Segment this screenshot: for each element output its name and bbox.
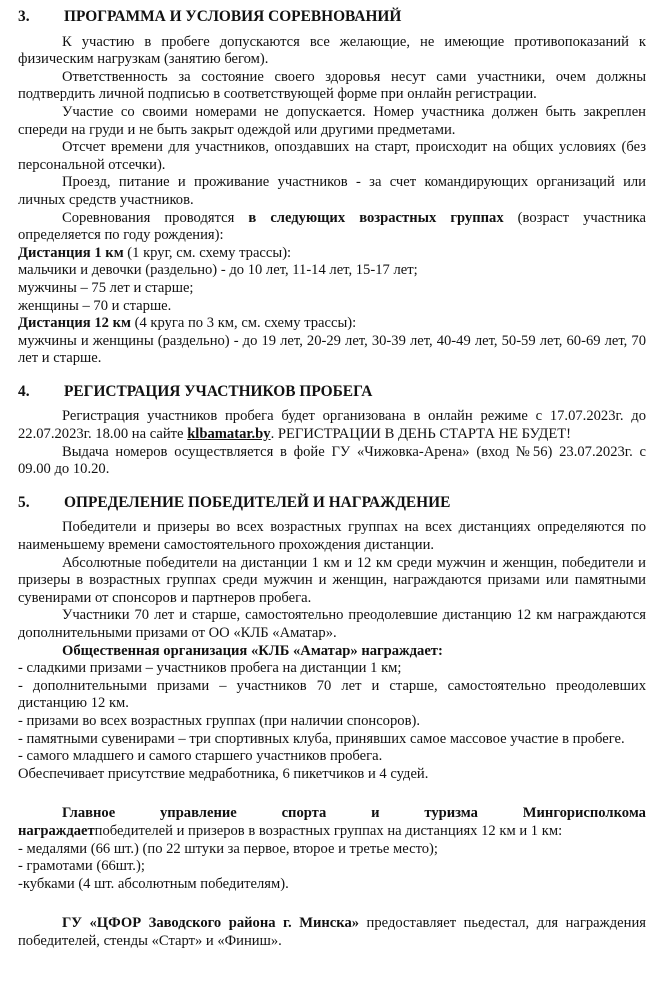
list-line: -кубками (4 шт. абсолютным победителям). — [18, 875, 289, 892]
distance-1km-heading — [18, 245, 646, 263]
paragraph: Проезд, питание и проживание участников - за счет командирующих организаций или личных средств участников. — [18, 174, 646, 208]
text-run: Регистрация участников пробега будет организована в онлайн режиме с 17.07.2023г. до 22.07.2023г. 18.00 на сайте — [18, 408, 646, 443]
section-4-heading — [18, 383, 646, 401]
list-line: женщины – 70 и старше. — [18, 297, 172, 314]
bold-run: туризма — [424, 805, 478, 822]
org-awards-heading: Общественная организация «КЛБ «Аматар» награждает: — [62, 642, 443, 659]
paragraph: Отсчет времени для участников, опоздавших на старт, происходит на общих условиях (без персональной отсечки). — [18, 139, 646, 173]
list-line: мужчины и женщины (раздельно) - до 19 лет, 20-29 лет, 30-39 лет, 40-49 лет, 50-59 лет, 60-69 лет, 70 лет и старше. — [18, 332, 646, 367]
section-title: ОПРЕДЕЛЕНИЕ ПОБЕДИТЕЛЕЙ И НАГРАЖДЕНИЕ — [64, 493, 451, 511]
sport-department-heading — [18, 805, 646, 823]
paragraph — [18, 915, 646, 950]
bold-run: Мингорисполкома — [522, 805, 646, 822]
text-run: . РЕГИСТРАЦИИ В ДЕНЬ СТАРТА НЕ БУДЕТ! — [270, 426, 572, 443]
document-page — [18, 8, 646, 951]
text-run: (возраст участника определяется по году рождения): — [18, 209, 647, 244]
list-line: - медалями (66 шт.) (по 22 штуки за первое, второе и третье место); — [18, 840, 438, 857]
paragraph — [18, 823, 646, 841]
section-number: 3. — [18, 8, 30, 25]
list-line: Обеспечивает присутствие медработника, 6 пикетчиков и 4 судей. — [18, 765, 429, 782]
text-run: (1 круг, см. схему трассы): — [123, 244, 292, 261]
text-run: предоставляет пьедестал, для награждения победителей, стенды «Старт» и «Финиш». — [18, 915, 646, 949]
paragraph — [18, 210, 646, 245]
section-title: ПРОГРАММА И УСЛОВИЯ СОРЕВНОВАНИЙ — [64, 8, 402, 25]
paragraph: К участию в пробеге допускаются все желающие, не имеющие противопоказаний к физическим нагрузкам (занятию бегом). — [18, 33, 646, 68]
list-line: - дополнительными призами – участников 70 лет и старше, самостоятельно преодолевших дистанцию 12 км. — [18, 677, 646, 712]
section-5-heading — [18, 494, 646, 512]
paragraph — [18, 408, 646, 443]
section-3-heading — [18, 8, 646, 26]
bold-run: спорта — [281, 805, 327, 822]
list-line: - грамотами (66шт.); — [18, 858, 145, 875]
paragraph: Участие со своими номерами не допускается. Номер участника должен быть закреплен спереди на груди и не быть закрыт одеждой или другими предметами. — [18, 103, 646, 138]
bold-run: Дистанция 1 км — [18, 244, 124, 261]
list-line: - сладкими призами – участников пробега на дистанции 1 км; — [18, 660, 402, 677]
paragraph: Ответственность за состояние своего здоровья несут сами участники, очем должны подтвердить личной подписью в соответствующей форме при онлайн регистрации. — [18, 68, 646, 103]
bold-run: Главное — [62, 805, 116, 822]
text-run: (4 круга по 3 км, см. схему трассы): — [130, 315, 357, 332]
paragraph: Победители и призеры во всех возрастных группах на всех дистанциях определяются по наименьшему времени самостоятельного прохождения дистанции. — [18, 519, 646, 554]
bold-run: ГУ «ЦФОР Заводского района г. Минска» — [62, 915, 360, 932]
section-number: 5. — [18, 493, 30, 511]
list-line: - призами во всех возрастных группах (при наличии спонсоров). — [18, 712, 420, 729]
section-number: 4. — [18, 382, 30, 400]
bold-run: награждает — [18, 822, 95, 839]
website-link[interactable]: klbamatar.by — [187, 426, 271, 443]
bold-run: в следующих возрастных группах — [248, 209, 504, 226]
bold-run: и — [371, 805, 380, 822]
list-line: - самого младшего и самого старшего участников пробега. — [18, 748, 383, 765]
paragraph: Абсолютные победители на дистанции 1 км и 12 км среди мужчин и женщин, победители и призеры в возрастных группах среди мужчин и женщин, награждаются призами или памятными сувенирами от спонсоров и партнеров пробега. — [18, 554, 646, 606]
distance-12km-heading — [18, 315, 646, 333]
list-line: мужчины – 75 лет и старше; — [18, 279, 194, 296]
text-run: Соревнования проводятся — [62, 209, 249, 226]
paragraph: Участники 70 лет и старше, самостоятельно преодолевшие дистанцию 12 км награждаются дополнительными призами от ОО «КЛБ «Аматар». — [18, 607, 646, 641]
list-line: мальчики и девочки (раздельно) - до 10 лет, 11-14 лет, 15-17 лет; — [18, 262, 418, 279]
bold-run: Дистанция 12 км — [18, 315, 131, 332]
paragraph: Выдача номеров осуществляется в фойе ГУ «Чижовка-Арена» (вход №56) 23.07.2023г. с 09.00 до 10.20. — [18, 443, 646, 478]
text-run: победителей и призеров в возрастных группах на дистанциях 12 км и 1 км: — [94, 822, 563, 839]
section-title: РЕГИСТРАЦИЯ УЧАСТНИКОВ ПРОБЕГА — [64, 382, 373, 400]
list-line: - памятными сувенирами – три спортивных клуба, принявших самое массовое участие в пробеге. — [18, 730, 625, 747]
bold-run: управление — [159, 805, 237, 822]
